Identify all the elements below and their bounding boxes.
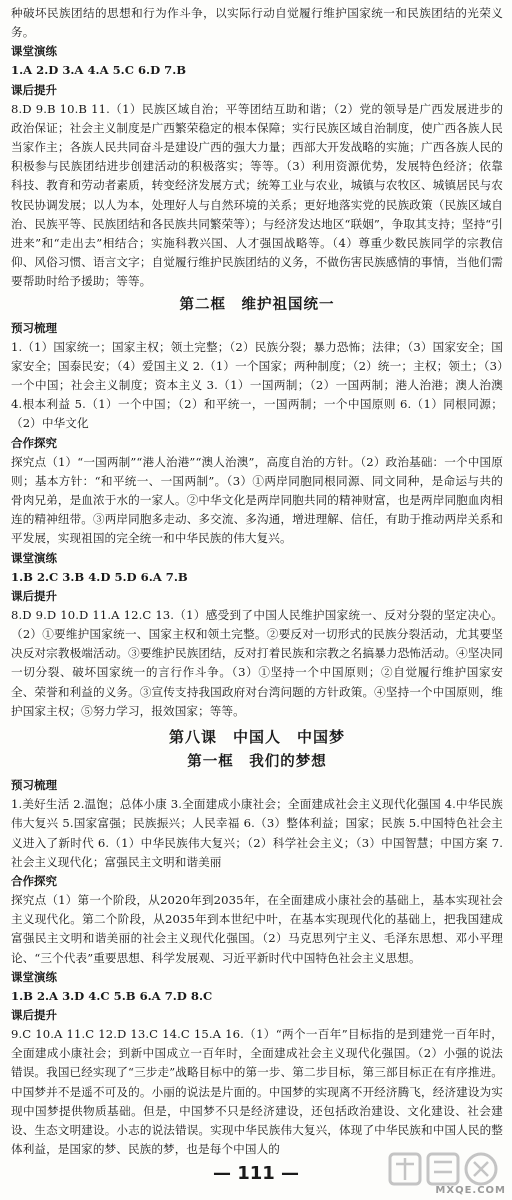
section-heading: 合作探究 bbox=[11, 873, 57, 888]
watermark-text: MXQE.COM bbox=[435, 1185, 506, 1196]
lesson-title: 第八课 中国人 中国梦 bbox=[168, 728, 345, 747]
lesson-subtitle: 第一框 我们的梦想 bbox=[187, 754, 327, 771]
answer-paragraph: 8.D 9.B 10.B 11.（1）民族区域自治；平等团结互助和谐；（2）党的领导是广西发展进步的政治保证；社会主义制度是广西繁荣稳定的根本保障；实行民族区域自治制度，使广西各族人民当家作主；各族人民共同奋斗是建设广西的强大力量；西部大开发战略的实施；广西各族人民的积极参与民族团结进步创建活动的积极落实；等等。（3）利用资源优势，发展特色经济；依靠科技、教育和劳动者素质，转变经济发展方式；统筹工业与农业，城镇与农牧区、城镇居民与农牧民协调发展；以人为本，处理好人与自然环境的关系；更好地落实党的民族政策（民族区域自治、民族平等、民族团结和各民族共同繁荣等）；与经济发达地区“联姻”，争取其支持；坚持“引进来”和“走出去”相结合；实施科教兴国、人才强国战略等。（4）尊重少数民族同学的宗教信仰、风俗习惯、语言文字；自觉履行维护民族团结的义务，不做伤害民族感情的事情，当他们需要帮助时给予援助；等等。 bbox=[11, 101, 503, 289]
answer-paragraph: 9.C 10.A 11.C 12.D 13.C 14.C 15.A 16.（1）“两个一百年”目标指的是到建党一百年时，全面建成小康社会；到新中国成立一百年时，全面建成社会主义现代化强国。（2）小强的说法错误。我国已经实现了“三步走”战略目标中的第一步、第二步目标，第三部目标正在有序推进。中国梦并不是遥不可及的。小丽的说法是片面的。中国梦的实现离不开经济腾飞，经济建设为实现中国梦提供物质基础。但是，中国梦不只是经济建设，还包括政治建设、文化建设、社会建设、生态文明建设。小志的说法错误。实现中华民族伟大复兴，体现了中华民族和中国人民的整体利益，是国家的梦、民族的梦，也是每个中国人的 bbox=[11, 1026, 503, 1157]
section-heading: 课后提升 bbox=[11, 1007, 57, 1022]
answer-paragraph: 探究点（1）第一个阶段，从2020年到2035年，在全面建成小康社会的基础上，基本实现社会主义现代化。第二个阶段，从2035年到本世纪中叶，在基本实现现代化的基础上，把我国建成富强民主文明和谐美丽的社会主义现代化强国。（2）马克思列宁主义、毛泽东思想、邓小平理论、“三个代表”重要思想、科学发展观、习近平新时代中国特色社会主义思想。 bbox=[11, 892, 503, 965]
answer-paragraph: 探究点（1）“一国两制”“港人治港”“澳人治澳”，高度自治的方针。（2）政治基础：一个中国原则；基本方针：“和平统一、一国两制”。（3）①两岸同胞同根同源、同文同种，是命运与共的骨肉兄弟，是血浓于水的一家人。②中华文化是两岸同胞共同的精神财富，也是两岸同胞血肉相连的精神纽带。③两岸同胞多走动、多交流、多沟通，增进理解、信任，有助于推动两岸关系和平发展，实现祖国的完全统一和中华民族的伟大复兴。 bbox=[11, 454, 503, 546]
section-heading: 预习梳理 bbox=[11, 778, 57, 793]
section-heading: 课后提升 bbox=[11, 588, 57, 603]
answer-paragraph: 种破坏民族团结的思想和行为作斗争，以实际行动自觉履行维护国家统一和民族团结的光荣义务。 bbox=[11, 6, 503, 40]
section-heading: 课堂演练 bbox=[11, 550, 57, 565]
answer-paragraph: 1.（1）国家统一；国家主权；领土完整；（2）民族分裂；暴力恐怖；法律；（3）国家安全；国家安全；国泰民安；（4）爱国主义 2.（1）一个国家；两种制度；（2）统一；主权；领土；（3）一个中国；社会主义制度；资本主义 3.（1）一国两制；（2）一国两制；港人治港；澳人治澳 4.根本利益 5.（1）一个中国；（2）和平统一，一国两制；一个中国原则 6.（1）同根同源；（2）中华文化 bbox=[11, 339, 503, 431]
answer-line: 1.B 2.C 3.B 4.D 5.D 6.A 7.B bbox=[11, 569, 188, 584]
answer-line: 1.B 2.A 3.D 4.C 5.B 6.A 7.D 8.C bbox=[11, 988, 213, 1003]
section-heading: 合作探究 bbox=[11, 435, 57, 450]
section-heading: 预习梳理 bbox=[11, 320, 57, 335]
lesson-subtitle: 第二框 维护祖国统一 bbox=[179, 296, 335, 313]
answer-content bbox=[11, 4, 503, 1159]
page-number: — 111 — bbox=[212, 1163, 300, 1184]
answer-line: 1.A 2.D 3.A 4.A 5.C 6.D 7.B bbox=[11, 63, 187, 78]
answer-paragraph: 1.美好生活 2.温饱；总体小康 3.全面建成小康社会；全面建成社会主义现代化强国 4.中华民族伟大复兴 5.国家富强；民族振兴；人民幸福 6.（3）整体利益；国家；民族 5.中国特色社会主义进入了新时代 6.（1）中华民族伟大复兴；（2）科学社会主义；（3）中国智慧；中国方案 7.社会主义现代化；富强民主文明和谐美丽 bbox=[11, 797, 503, 869]
section-heading: 课堂演练 bbox=[11, 44, 57, 59]
section-heading: 课后提升 bbox=[11, 82, 57, 97]
answer-paragraph: 8.D 9.D 10.D 11.A 12.C 13.（1）感受到了中国人民维护国家统一、反对分裂的坚定决心。（2）①要维护国家统一、国家主权和领土完整。②要反对一切形式的民族分裂活动，尤其要坚决反对宗教极端活动。③要维护民族团结，反对打着民族和宗教之名搞暴力恐怖活动。④坚决同一切分裂、破坏国家统一的言行作斗争。（3）①坚持一个中国原则；②自觉履行维护国家安全、荣誉和利益的义务。③宣传支持我国政府对台湾问题的方针政策。④坚持一个中国原则，维护国家主权；⑤努力学习，报效国家；等等。 bbox=[11, 607, 503, 718]
section-heading: 课堂演练 bbox=[11, 969, 57, 984]
